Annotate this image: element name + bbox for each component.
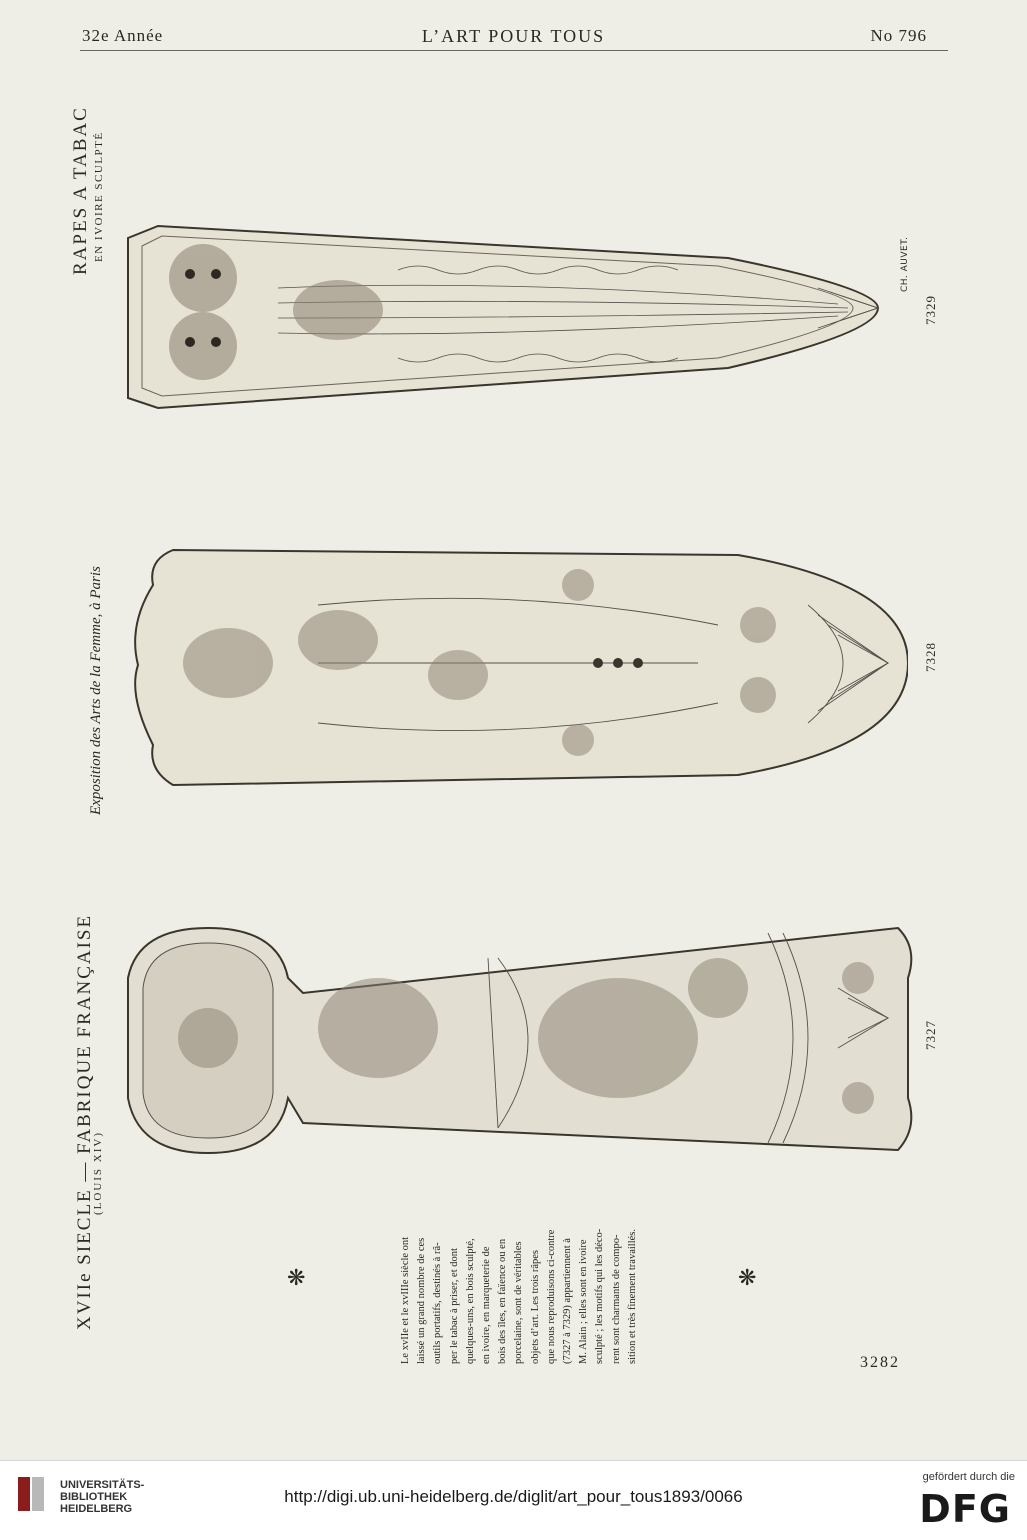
body-line: rent sont charmants de compo- bbox=[610, 1234, 622, 1364]
body-line: sition et très finement travaillés. bbox=[626, 1228, 638, 1364]
plate-title: RAPES A TABAC bbox=[70, 106, 91, 275]
body-line: (7327 à 7329) appartiennent à bbox=[562, 1238, 574, 1364]
body-line: sculpté ; les motifs qui les déco- bbox=[594, 1228, 606, 1364]
body-line: M. Alain ; elles sont en ivoire bbox=[578, 1239, 590, 1364]
header-journal-title: L’ART POUR TOUS bbox=[421, 26, 606, 46]
uni-name-line: HEIDELBERG bbox=[60, 1503, 133, 1515]
plate-number-7327: 7327 bbox=[923, 1020, 938, 1050]
body-line: quelques-uns, en bois sculpté, bbox=[464, 1238, 476, 1364]
body-line: porcelaine, sont de véritables bbox=[513, 1241, 525, 1364]
exposition-caption: Exposition des Arts de la Femme, à Paris bbox=[88, 566, 104, 815]
ornament-asterism-left: ❋ bbox=[287, 1266, 306, 1291]
dfg-logo[interactable]: DFG bbox=[919, 1487, 1011, 1531]
uni-name-line: BIBLIOTHEK bbox=[60, 1491, 128, 1503]
header-issue-number: No 796 bbox=[870, 26, 927, 45]
body-line: outils portatifs, destinés à râ- bbox=[432, 1242, 444, 1364]
body-line: en ivoire, en marqueterie de bbox=[481, 1246, 493, 1364]
plate-subtitle: EN IVOIRE SCULPTÉ bbox=[93, 131, 105, 262]
body-line: que nous reproduisons ci-contre bbox=[545, 1229, 557, 1364]
reign-caption: (LOUIS XIV) bbox=[92, 1130, 104, 1215]
body-line: laissé un grand nombre de ces bbox=[416, 1237, 428, 1364]
plate-number-7328: 7328 bbox=[923, 642, 938, 672]
body-line: per le tabac à priser, et dont bbox=[448, 1248, 460, 1364]
header-year: 32e Année bbox=[82, 26, 164, 45]
engraving-7327 bbox=[118, 918, 918, 1158]
body-line: Le xvIIe et le xvIIIe siècle ont bbox=[400, 1236, 411, 1364]
century-title: XVIIe SIECLE — FABRIQUE FRANÇAISE bbox=[74, 913, 95, 1330]
plate-number-7329: 7329 bbox=[923, 295, 938, 325]
ornament-asterism-right: ❋ bbox=[738, 1266, 757, 1291]
page-number: 3282 bbox=[860, 1354, 900, 1371]
body-line: objets d’art. Les trois râpes bbox=[529, 1249, 541, 1364]
body-paragraph bbox=[398, 1204, 641, 1364]
body-line: bois des îles, en faïence ou en bbox=[497, 1238, 509, 1364]
uni-name-line: UNIVERSITÄTS- bbox=[60, 1479, 145, 1491]
header-rule bbox=[80, 50, 948, 51]
engraver-signature: CH. AUVET. bbox=[900, 236, 910, 292]
engraving-7328 bbox=[118, 545, 908, 790]
permalink-url[interactable]: http://digi.ub.uni-heidelberg.de/diglit/art_pour_tous1893/0066 bbox=[284, 1487, 743, 1506]
viewer-footer bbox=[0, 1460, 1027, 1540]
engraving-7329 bbox=[118, 218, 898, 418]
funding-note: gefördert durch die bbox=[922, 1471, 1015, 1483]
